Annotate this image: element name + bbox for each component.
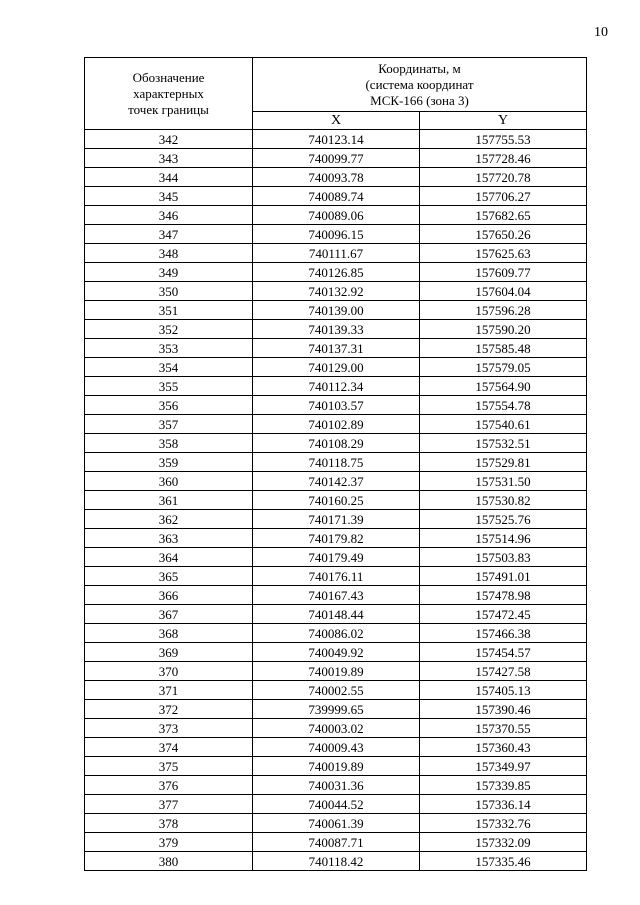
x-coordinate-cell: 740086.02 [253,624,420,643]
point-cell: 371 [85,681,253,700]
x-coordinate-cell: 740167.43 [253,586,420,605]
x-coordinate-cell: 740118.75 [253,453,420,472]
x-coordinate-cell: 740003.02 [253,719,420,738]
point-cell: 378 [85,814,253,833]
y-coordinate-cell: 157472.45 [420,605,587,624]
table-row [85,415,587,434]
point-cell: 377 [85,795,253,814]
table-row [85,168,587,187]
y-coordinate-cell: 157540.61 [420,415,587,434]
x-coordinate-cell: 740103.57 [253,396,420,415]
table-row [85,738,587,757]
x-coordinate-cell: 740089.06 [253,206,420,225]
table-row [85,149,587,168]
x-coordinate-cell: 740126.85 [253,263,420,282]
table-row [85,396,587,415]
x-coordinate-cell: 740049.92 [253,643,420,662]
point-designation-header [85,58,253,130]
point-cell: 357 [85,415,253,434]
table-row [85,358,587,377]
y-coordinate-cell: 157554.78 [420,396,587,415]
table-row [85,453,587,472]
point-cell: 379 [85,833,253,852]
x-coordinate-cell: 740031.36 [253,776,420,795]
coords-header-line: (система координат [365,76,474,92]
table-row [85,662,587,681]
coordinates-table [84,57,587,871]
table-row [85,548,587,567]
point-cell: 366 [85,586,253,605]
y-coordinate-cell: 157360.43 [420,738,587,757]
x-coordinate-cell: 740132.92 [253,282,420,301]
table-header [85,58,587,130]
y-coordinate-cell: 157529.81 [420,453,587,472]
x-coordinate-cell: 740019.89 [253,757,420,776]
point-cell: 372 [85,700,253,719]
y-coordinate-cell: 157335.46 [420,852,587,871]
x-coordinate-cell: 740139.00 [253,301,420,320]
point-cell: 359 [85,453,253,472]
table-row [85,282,587,301]
table-row [85,814,587,833]
table-row [85,529,587,548]
table-row [85,339,587,358]
y-coordinate-cell: 157503.83 [420,548,587,567]
y-coordinate-cell: 157682.65 [420,206,587,225]
table-row [85,757,587,776]
x-coordinate-cell: 740089.74 [253,187,420,206]
x-coordinate-cell: 740137.31 [253,339,420,358]
table-row [85,377,587,396]
y-coordinate-cell: 157596.28 [420,301,587,320]
y-coordinate-cell: 157405.13 [420,681,587,700]
x-coordinate-cell: 740179.82 [253,529,420,548]
table-row [85,130,587,149]
y-coordinate-cell: 157532.51 [420,434,587,453]
point-cell: 358 [85,434,253,453]
point-cell: 346 [85,206,253,225]
x-coordinate-cell: 740019.89 [253,662,420,681]
table-row [85,852,587,871]
coordinates-header [253,58,587,112]
y-coordinate-cell: 157590.20 [420,320,587,339]
y-coordinate-cell: 157427.58 [420,662,587,681]
table-row [85,776,587,795]
coords-header-line: МСК-166 (зона 3) [370,92,469,108]
y-coordinate-cell: 157585.48 [420,339,587,358]
point-cell: 342 [85,130,253,149]
y-coordinate-cell: 157491.01 [420,567,587,586]
table-row [85,491,587,510]
y-coordinate-cell: 157706.27 [420,187,587,206]
table-row [85,187,587,206]
x-coordinate-cell: 740118.42 [253,852,420,871]
x-coordinate-cell: 739999.65 [253,700,420,719]
x-coordinate-cell: 740129.00 [253,358,420,377]
point-cell: 363 [85,529,253,548]
coords-header-line: Координаты, м [378,60,461,76]
x-coordinate-cell: 740002.55 [253,681,420,700]
y-coordinate-cell: 157604.04 [420,282,587,301]
x-coordinate-cell: 740044.52 [253,795,420,814]
point-cell: 373 [85,719,253,738]
y-coordinate-cell: 157454.57 [420,643,587,662]
x-coordinate-cell: 740102.89 [253,415,420,434]
point-cell: 345 [85,187,253,206]
point-cell: 361 [85,491,253,510]
y-coordinate-cell: 157728.46 [420,149,587,168]
table-row [85,567,587,586]
x-coordinate-cell: 740171.39 [253,510,420,529]
table-row [85,301,587,320]
point-cell: 349 [85,263,253,282]
table-row [85,586,587,605]
point-cell: 375 [85,757,253,776]
x-coordinate-cell: 740139.33 [253,320,420,339]
y-coordinate-cell: 157390.46 [420,700,587,719]
x-coordinate-cell: 740160.25 [253,491,420,510]
x-coordinate-cell: 740142.37 [253,472,420,491]
point-cell: 360 [85,472,253,491]
table-row [85,833,587,852]
point-header-line: точек границы [128,101,209,117]
x-coordinate-cell: 740112.34 [253,377,420,396]
point-cell: 353 [85,339,253,358]
x-coordinate-cell: 740176.11 [253,567,420,586]
table-row [85,624,587,643]
y-coordinate-cell: 157609.77 [420,263,587,282]
x-coordinate-cell: 740061.39 [253,814,420,833]
table-row [85,643,587,662]
y-coordinate-cell: 157755.53 [420,130,587,149]
x-coordinate-cell: 740148.44 [253,605,420,624]
table-row [85,472,587,491]
y-coordinate-cell: 157650.26 [420,225,587,244]
y-coordinate-cell: 157514.96 [420,529,587,548]
y-coordinate-cell: 157564.90 [420,377,587,396]
x-coordinate-cell: 740108.29 [253,434,420,453]
point-header-line: Обозначение [132,69,205,85]
table-body [85,130,587,871]
table-row [85,681,587,700]
table-row [85,320,587,339]
point-cell: 354 [85,358,253,377]
point-cell: 355 [85,377,253,396]
table-row [85,719,587,738]
x-coordinate-cell: 740123.14 [253,130,420,149]
point-cell: 367 [85,605,253,624]
y-coordinate-cell: 157339.85 [420,776,587,795]
point-cell: 350 [85,282,253,301]
y-coordinate-cell: 157525.76 [420,510,587,529]
y-coordinate-cell: 157336.14 [420,795,587,814]
y-column-header: Y [420,112,587,130]
y-coordinate-cell: 157466.38 [420,624,587,643]
point-cell: 369 [85,643,253,662]
y-coordinate-cell: 157332.09 [420,833,587,852]
y-coordinate-cell: 157530.82 [420,491,587,510]
point-cell: 362 [85,510,253,529]
table-row [85,225,587,244]
y-coordinate-cell: 157478.98 [420,586,587,605]
point-header-line: характерных [133,85,204,101]
point-cell: 348 [85,244,253,263]
point-cell: 380 [85,852,253,871]
x-coordinate-cell: 740179.49 [253,548,420,567]
table-row [85,244,587,263]
x-column-header: X [253,112,420,130]
y-coordinate-cell: 157370.55 [420,719,587,738]
y-coordinate-cell: 157531.50 [420,472,587,491]
point-cell: 356 [85,396,253,415]
x-coordinate-cell: 740111.67 [253,244,420,263]
point-cell: 376 [85,776,253,795]
y-coordinate-cell: 157332.76 [420,814,587,833]
page-number: 10 [594,25,608,40]
point-cell: 343 [85,149,253,168]
point-cell: 344 [85,168,253,187]
point-cell: 370 [85,662,253,681]
point-cell: 365 [85,567,253,586]
x-coordinate-cell: 740099.77 [253,149,420,168]
x-coordinate-cell: 740009.43 [253,738,420,757]
table-row [85,605,587,624]
table-row [85,795,587,814]
table-row [85,206,587,225]
table-row [85,510,587,529]
y-coordinate-cell: 157720.78 [420,168,587,187]
x-coordinate-cell: 740093.78 [253,168,420,187]
y-coordinate-cell: 157625.63 [420,244,587,263]
point-cell: 374 [85,738,253,757]
table-row [85,700,587,719]
table-row [85,263,587,282]
x-coordinate-cell: 740096.15 [253,225,420,244]
table-row [85,434,587,453]
point-cell: 347 [85,225,253,244]
point-cell: 364 [85,548,253,567]
point-cell: 351 [85,301,253,320]
x-coordinate-cell: 740087.71 [253,833,420,852]
y-coordinate-cell: 157579.05 [420,358,587,377]
point-cell: 352 [85,320,253,339]
point-cell: 368 [85,624,253,643]
y-coordinate-cell: 157349.97 [420,757,587,776]
